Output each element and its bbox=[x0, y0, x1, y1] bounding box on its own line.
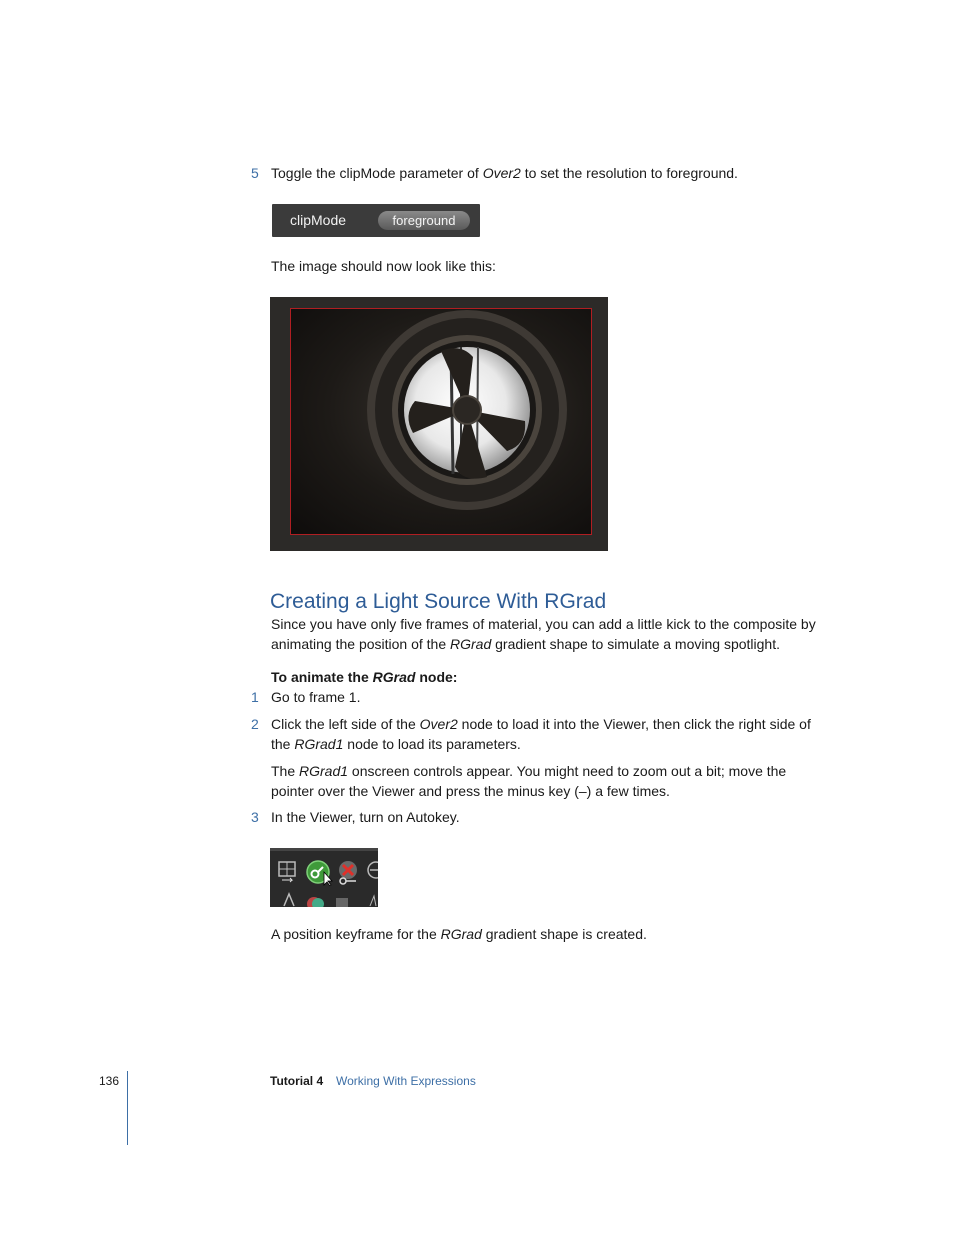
page-number: 136 bbox=[99, 1074, 120, 1088]
step-number: 1 bbox=[251, 689, 259, 705]
step-text: Click the left side of the Over2 node to load it into the Viewer, then click the right side of the RGrad1 node to load its parameters. bbox=[271, 716, 811, 752]
step-text: In the Viewer, turn on Autokey. bbox=[271, 809, 460, 825]
fan-illustration bbox=[291, 309, 591, 534]
clipmode-parameter-widget bbox=[272, 204, 480, 237]
footer-chapter-title: Working With Expressions bbox=[336, 1074, 476, 1088]
step-text: Go to frame 1. bbox=[271, 689, 361, 705]
viewer-frame bbox=[290, 308, 592, 535]
footer-chapter: Tutorial 4 bbox=[270, 1074, 324, 1088]
section-intro: Since you have only five frames of material, you can add a little kick to the composite by animating the position of the RGrad gradient shape to simulate a moving spotlight. bbox=[271, 616, 816, 652]
result-text: A position keyframe for the RGrad gradient shape is created. bbox=[271, 926, 647, 942]
viewer-toolbar-image bbox=[270, 848, 378, 907]
toolbar-second-row bbox=[270, 890, 378, 907]
clipmode-label: clipMode bbox=[290, 212, 347, 228]
procedure-lead-in: To animate the RGrad node: bbox=[271, 669, 458, 685]
viewer-image bbox=[270, 297, 608, 551]
step-number: 2 bbox=[251, 716, 259, 732]
step-note: The RGrad1 onscreen controls appear. You might need to zoom out a bit; move the pointer over the Viewer and press the minus key (–) a few times. bbox=[271, 763, 787, 799]
step-number: 5 bbox=[251, 165, 259, 181]
grid-icon[interactable] bbox=[278, 860, 300, 884]
footer-rule bbox=[127, 1071, 128, 1145]
arrow-icon[interactable] bbox=[366, 860, 378, 884]
autokey-icon[interactable] bbox=[306, 860, 334, 886]
image-caption: The image should now look like this: bbox=[271, 258, 496, 274]
section-heading: Creating a Light Source With RGrad bbox=[270, 590, 607, 613]
clipmode-toggle-button[interactable]: foreground bbox=[378, 211, 470, 230]
step-number: 3 bbox=[251, 809, 259, 825]
delete-keyframe-icon[interactable] bbox=[336, 860, 362, 886]
step-text: Toggle the clipMode parameter of Over2 to set the resolution to foreground. bbox=[271, 165, 738, 181]
